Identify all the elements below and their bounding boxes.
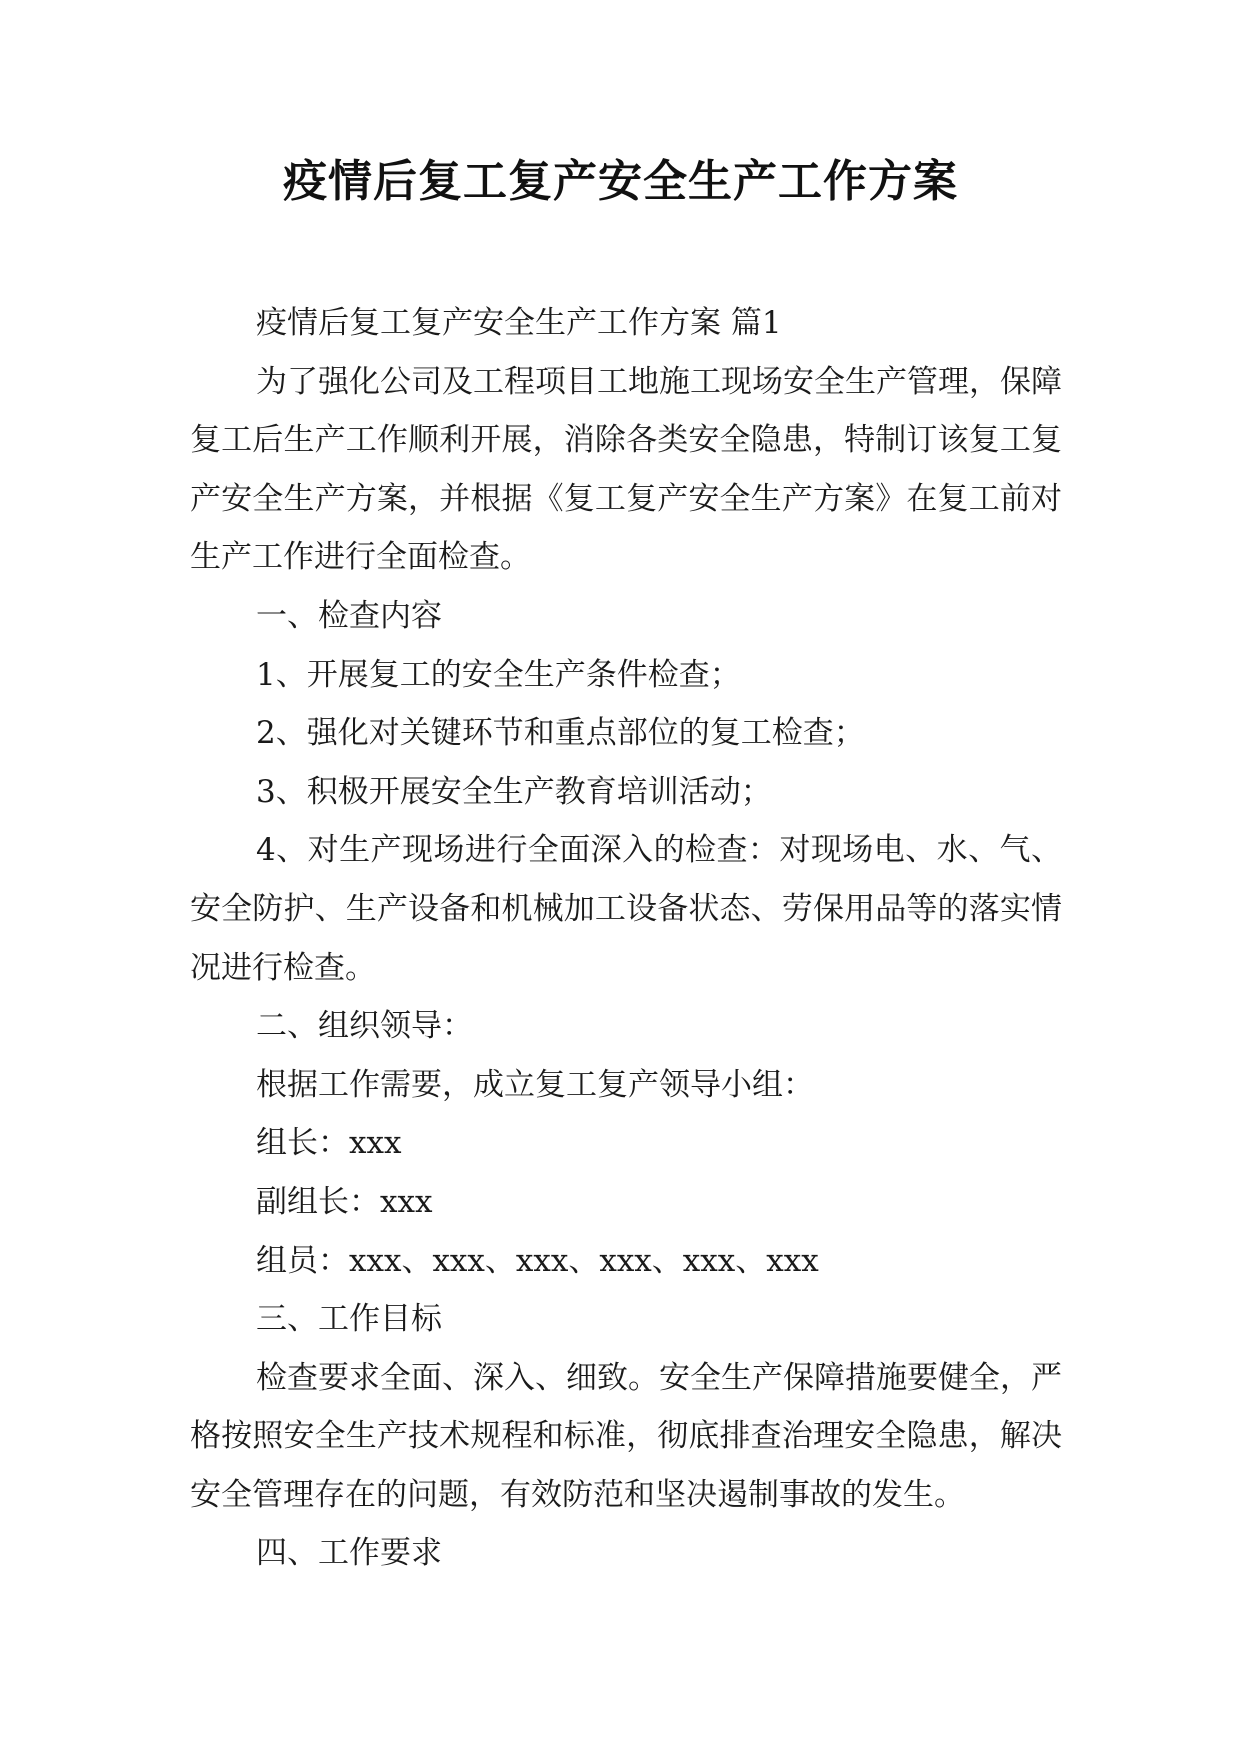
team-leader: 组长：xxx — [256, 1125, 402, 1162]
section-heading: 疫情后复工复产安全生产工作方案 篇1 — [256, 305, 782, 341]
list-item: 1、开展复工的安全生产条件检查； — [256, 656, 741, 693]
paragraph: 根据工作需要，成立复工复产领导小组： — [256, 1066, 814, 1103]
list-item: 2、强化对关键环节和重点部位的复工检查； — [256, 715, 865, 752]
list-item: 4、对生产现场进行全面深入的检查：对现场电、水、气、安全防护、生产设备和机械加工设备状态、劳保用品等的落实情况进行检查。 — [190, 832, 1062, 986]
team-members: 组员：xxx、xxx、xxx、xxx、xxx、xxx — [256, 1242, 819, 1279]
document-title: 疫情后复工复产安全生产工作方案 — [283, 156, 958, 207]
team-deputy-leader: 副组长：xxx — [256, 1183, 433, 1220]
paragraph: 检查要求全面、深入、细致。安全生产保障措施要健全，严格按照安全生产技术规程和标准，彻底排查治理安全隐患，解决安全管理存在的问题，有效防范和坚决遏制事故的发生。 — [190, 1359, 1062, 1513]
section-heading: 三、工作目标 — [256, 1301, 442, 1338]
section-heading: 二、组织领导： — [256, 1008, 473, 1045]
section-heading: 四、工作要求 — [256, 1535, 442, 1572]
list-item: 3、积极开展安全生产教育培训活动； — [256, 773, 772, 810]
paragraph: 为了强化公司及工程项目工地施工现场安全生产管理，保障复工后生产工作顺利开展，消除各类安全隐患，特制订该复工复产安全生产方案，并根据《复工复产安全生产方案》在复工前对生产工作进行全面检查。 — [190, 363, 1062, 576]
document-body — [190, 294, 1062, 1583]
section-heading: 一、检查内容 — [256, 597, 442, 634]
